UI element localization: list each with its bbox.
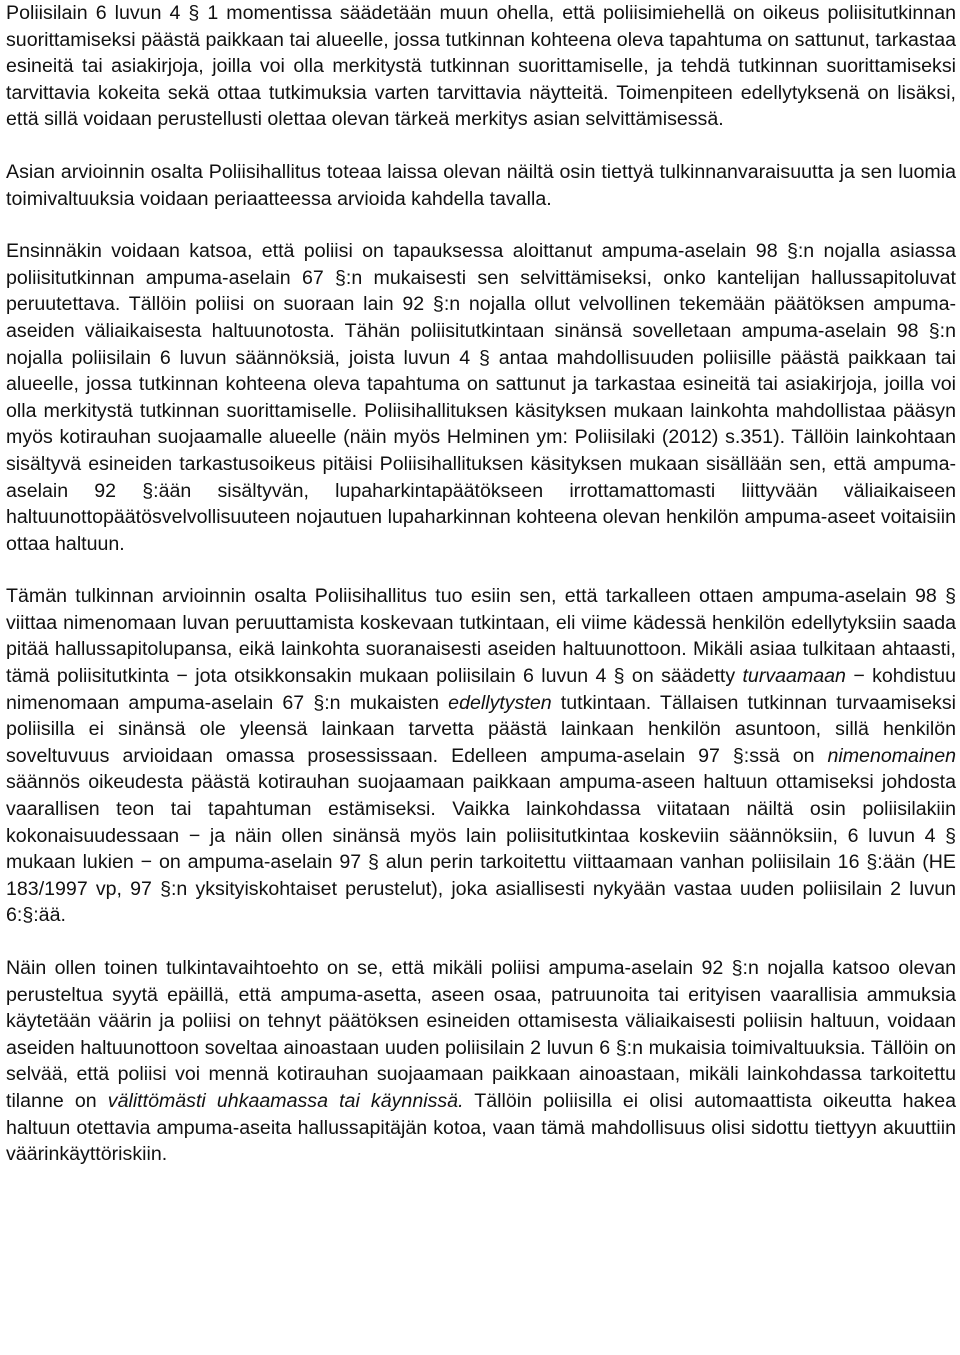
paragraph-5-italic-valittomasti: välittömästi uhkaamassa tai käynnissä. [107,1089,464,1112]
paragraph-3 [6,238,956,557]
paragraph-4-text-a: Tämän tulkinnan arvioinnin osalta Poliisihallitus tuo esiin sen, että tarkalleen ottaen ampuma-aselain 98 § viittaa nimenomaan luvan peruuttamista koskevaan tutkintaan, eli viime kädessä henkilön edellytyksiin saada pitää hallussapitolupansa, eikä lainkohta suoranaisesti aseiden haltuunottoon. Mikäli asiaa tulkitaan ahtaasti, tämä poliisitutkinta − jota otsikkonsakin mukaan poliisilain 6 luvun 4 § on säädetty [6,585,956,688]
paragraph-5-text-b: Tällöin poliisilla ei olisi automaattista oikeutta hakea haltuun otettavia ampuma-aseita hallussapitäjän kotoa, vaan tämä mahdollisuus olisi sidottu tiettyyn akuuttiin väärinkäyttöriskiin. [6,1089,956,1166]
paragraph-2 [6,159,956,212]
paragraph-4 [6,583,956,929]
paragraph-4-italic-edellytysten: edellytysten [448,691,552,714]
paragraph-5 [6,955,956,1168]
paragraph-2-text: Asian arvioinnin osalta Poliisihallitus toteaa laissa olevan näiltä osin tiettyä tulkinnanvaraisuutta ja sen luomia toimivaltuuksia voidaan periaatteessa arvioida kahdella tavalla. [6,160,956,210]
paragraph-1 [6,0,956,133]
paragraph-4-italic-turvaamaan: turvaamaan [742,665,846,688]
paragraph-4-text-d: säännös oikeudesta päästä kotirauhan suojaamaan paikkaan ampuma-aseen haltuun ottamiseksi johdosta vaarallisen teon tai tapahtuman estämiseksi. Vaikka lainkohdassa viitataan näiltä osin poliisilakiin kokonaisuudessaan − ja näin ollen sinänsä myös lain poliisitutkintaa koskeviin säännöksiin, 6 luvun 4 § mukaan lukien − on ampuma-aselain 97 § alun perin tarkoitettu viittaamaan vanhan poliisilain 16 §:ään (HE 183/1997 vp, 97 §:n yksityiskohtaiset perustelut), joka asiallisesti nykyään vastaa uuden poliisilain 2 luvun 6:§:ää. [6,771,956,927]
paragraph-3-text: Ensinnäkin voidaan katsoa, että poliisi on tapauksessa aloittanut ampuma-aselain 98 §:n nojalla asiassa poliisitutkinnan ampuma-aselain 67 §:n mukaisesti sen selvittämiseksi, onko kantelijan hallussapitoluvat peruutettava. Tällöin poliisi on suoraan lain 92 §:n nojalla ollut velvollinen tekemään päätöksen ampuma-aseiden väliaikaisesta haltuunotosta. Tähän poliisitutkintaan sinänsä sovelletaan ampuma-aselain 98 §:n nojalla poliisilain 6 luvun säännöksiä, joista luvun 4 § antaa mahdollisuuden poliisille päästä paikkaan tai alueelle, jossa tutkinnan kohteena oleva tapahtuma on sattunut ja tarkastaa esineitä tai asiakirjoja, joilla voi olla merkitystä tutkinnan suorittamiselle. Poliisihallituksen käsityksen mukaan lainkohta mahdollistaa pääsyn myös kotirauhan suojaamalle alueelle (näin myös Helminen ym: Poliisilaki (2012) s.351). Tällöin lainkohtaan sisältyvä esineiden tarkastusoikeus pitäisi Poliisihallituksen käsityksen mukaan sisällään sen, että ampuma-aselain 92 §:ään sisältyvän, lupaharkintapäätökseen irrottamattomasti liittyvään väliaikaiseen haltuunottopäätösvelvollisuuteen nojautuen lupaharkinnan kohteena olevan henkilön ampuma-aseet voitaisiin ottaa haltuun. [6,240,956,555]
paragraph-4-italic-nimenomainen: nimenomainen [827,744,956,767]
paragraph-1-text: Poliisilain 6 luvun 4 § 1 momentissa säädetään muun ohella, että poliisimiehellä on oikeus poliisitutkinnan suorittamiseksi päästä paikkaan tai alueelle, jossa tutkinnan kohteena oleva tapahtuma on sattunut, tarkastaa esineitä tai asiakirjoja, joilla voi olla merkitystä tutkinnan suorittamiselle, ja tehdä tutkinnan suorittamiseksi tarvittavia kokeita sekä ottaa tutkimuksia varten tarvittavia näytteitä. Toimenpiteen edellytyksenä on lisäksi, että sillä voidaan perustellusti olettaa olevan tärkeä merkitys asian selvittämisessä. [6,2,956,131]
paragraph-5-text-a: Näin ollen toinen tulkintavaihtoehto on se, että mikäli poliisi ampuma-aselain 92 §:n nojalla katsoo olevan perusteltua syytä epäillä, että ampuma-asetta, aseen osaa, patruunoita tai erityisen vaarallisia ammuksia käytetään väärin ja poliisi on tehnyt päätöksen esineiden ottamisesta väliaikaisesti poliisin haltuun, voidaan aseiden haltuunottoon soveltaa ainoastaan uuden poliisilain 2 luvun 6 §:n mukaisia toimivaltuuksia. Tällöin on selvää, että poliisi voi mennä kotirauhan suojaamaan paikkaan ainoastaan, mikäli lainkohdassa tarkoitettu tilanne on [6,957,956,1112]
paragraph-4-text-c: tutkintaan. Tällaisen tutkinnan turvaamiseksi poliisilla ei sinänsä ole yleensä lainkaan tarvetta päästä lainkaan henkilön asuntoon, sillä henkilön soveltuvuus arvioidaan omassa prosessissaan. Edelleen ampuma-aselain 97 §:ssä on [6,691,956,767]
paragraph-4-text-b: − kohdistuu nimenomaan ampuma-aselain 67 §:n mukaisten [6,665,956,714]
document-page [6,0,956,1168]
